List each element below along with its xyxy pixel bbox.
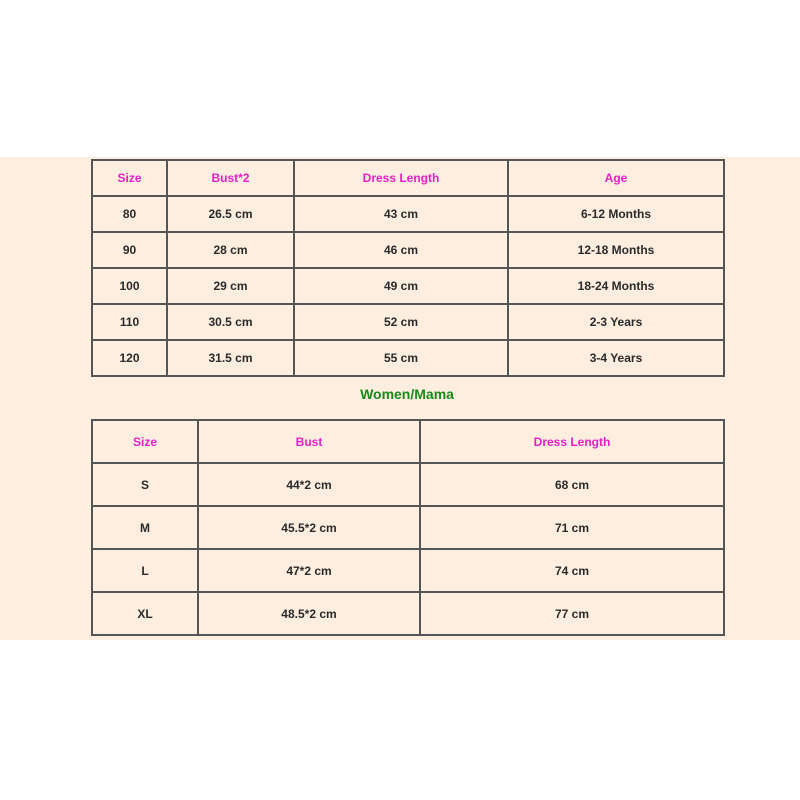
table-row bbox=[92, 463, 724, 506]
table-row bbox=[92, 304, 724, 340]
dress-length-cell: 55 cm bbox=[294, 340, 508, 376]
header-size: Size bbox=[92, 420, 198, 463]
bust-cell: 28 cm bbox=[167, 232, 294, 268]
table-row bbox=[92, 232, 724, 268]
size-cell: S bbox=[92, 463, 198, 506]
size-cell: 100 bbox=[92, 268, 167, 304]
dress-length-cell: 52 cm bbox=[294, 304, 508, 340]
dress-length-cell: 46 cm bbox=[294, 232, 508, 268]
age-cell: 3-4 Years bbox=[508, 340, 724, 376]
table-row bbox=[92, 196, 724, 232]
dress-length-cell: 71 cm bbox=[420, 506, 724, 549]
bust-cell: 29 cm bbox=[167, 268, 294, 304]
size-cell: L bbox=[92, 549, 198, 592]
size-cell: 110 bbox=[92, 304, 167, 340]
header-dress-length: Dress Length bbox=[420, 420, 724, 463]
bust-cell: 45.5*2 cm bbox=[198, 506, 420, 549]
size-cell: 90 bbox=[92, 232, 167, 268]
header-dress-length: Dress Length bbox=[294, 160, 508, 196]
size-cell: XL bbox=[92, 592, 198, 635]
size-cell: 120 bbox=[92, 340, 167, 376]
bust-cell: 31.5 cm bbox=[167, 340, 294, 376]
bust-cell: 26.5 cm bbox=[167, 196, 294, 232]
dress-length-cell: 68 cm bbox=[420, 463, 724, 506]
age-cell: 2-3 Years bbox=[508, 304, 724, 340]
women-size-table bbox=[91, 419, 725, 636]
dress-length-cell: 77 cm bbox=[420, 592, 724, 635]
table-header-row bbox=[92, 160, 724, 196]
size-cell: 80 bbox=[92, 196, 167, 232]
age-cell: 18-24 Months bbox=[508, 268, 724, 304]
bust-cell: 47*2 cm bbox=[198, 549, 420, 592]
dress-length-cell: 43 cm bbox=[294, 196, 508, 232]
table-header-row bbox=[92, 420, 724, 463]
table-row bbox=[92, 268, 724, 304]
bust-cell: 30.5 cm bbox=[167, 304, 294, 340]
bust-cell: 48.5*2 cm bbox=[198, 592, 420, 635]
dress-length-cell: 74 cm bbox=[420, 549, 724, 592]
header-bust: Bust bbox=[198, 420, 420, 463]
table-row bbox=[92, 340, 724, 376]
age-cell: 6-12 Months bbox=[508, 196, 724, 232]
women-section-title: Women/Mama bbox=[360, 386, 454, 402]
bust-cell: 44*2 cm bbox=[198, 463, 420, 506]
table-row bbox=[92, 549, 724, 592]
age-cell: 12-18 Months bbox=[508, 232, 724, 268]
header-bust: Bust*2 bbox=[167, 160, 294, 196]
table-row bbox=[92, 506, 724, 549]
dress-length-cell: 49 cm bbox=[294, 268, 508, 304]
kids-size-table bbox=[91, 159, 725, 377]
header-size: Size bbox=[92, 160, 167, 196]
header-age: Age bbox=[508, 160, 724, 196]
size-cell: M bbox=[92, 506, 198, 549]
table-row bbox=[92, 592, 724, 635]
